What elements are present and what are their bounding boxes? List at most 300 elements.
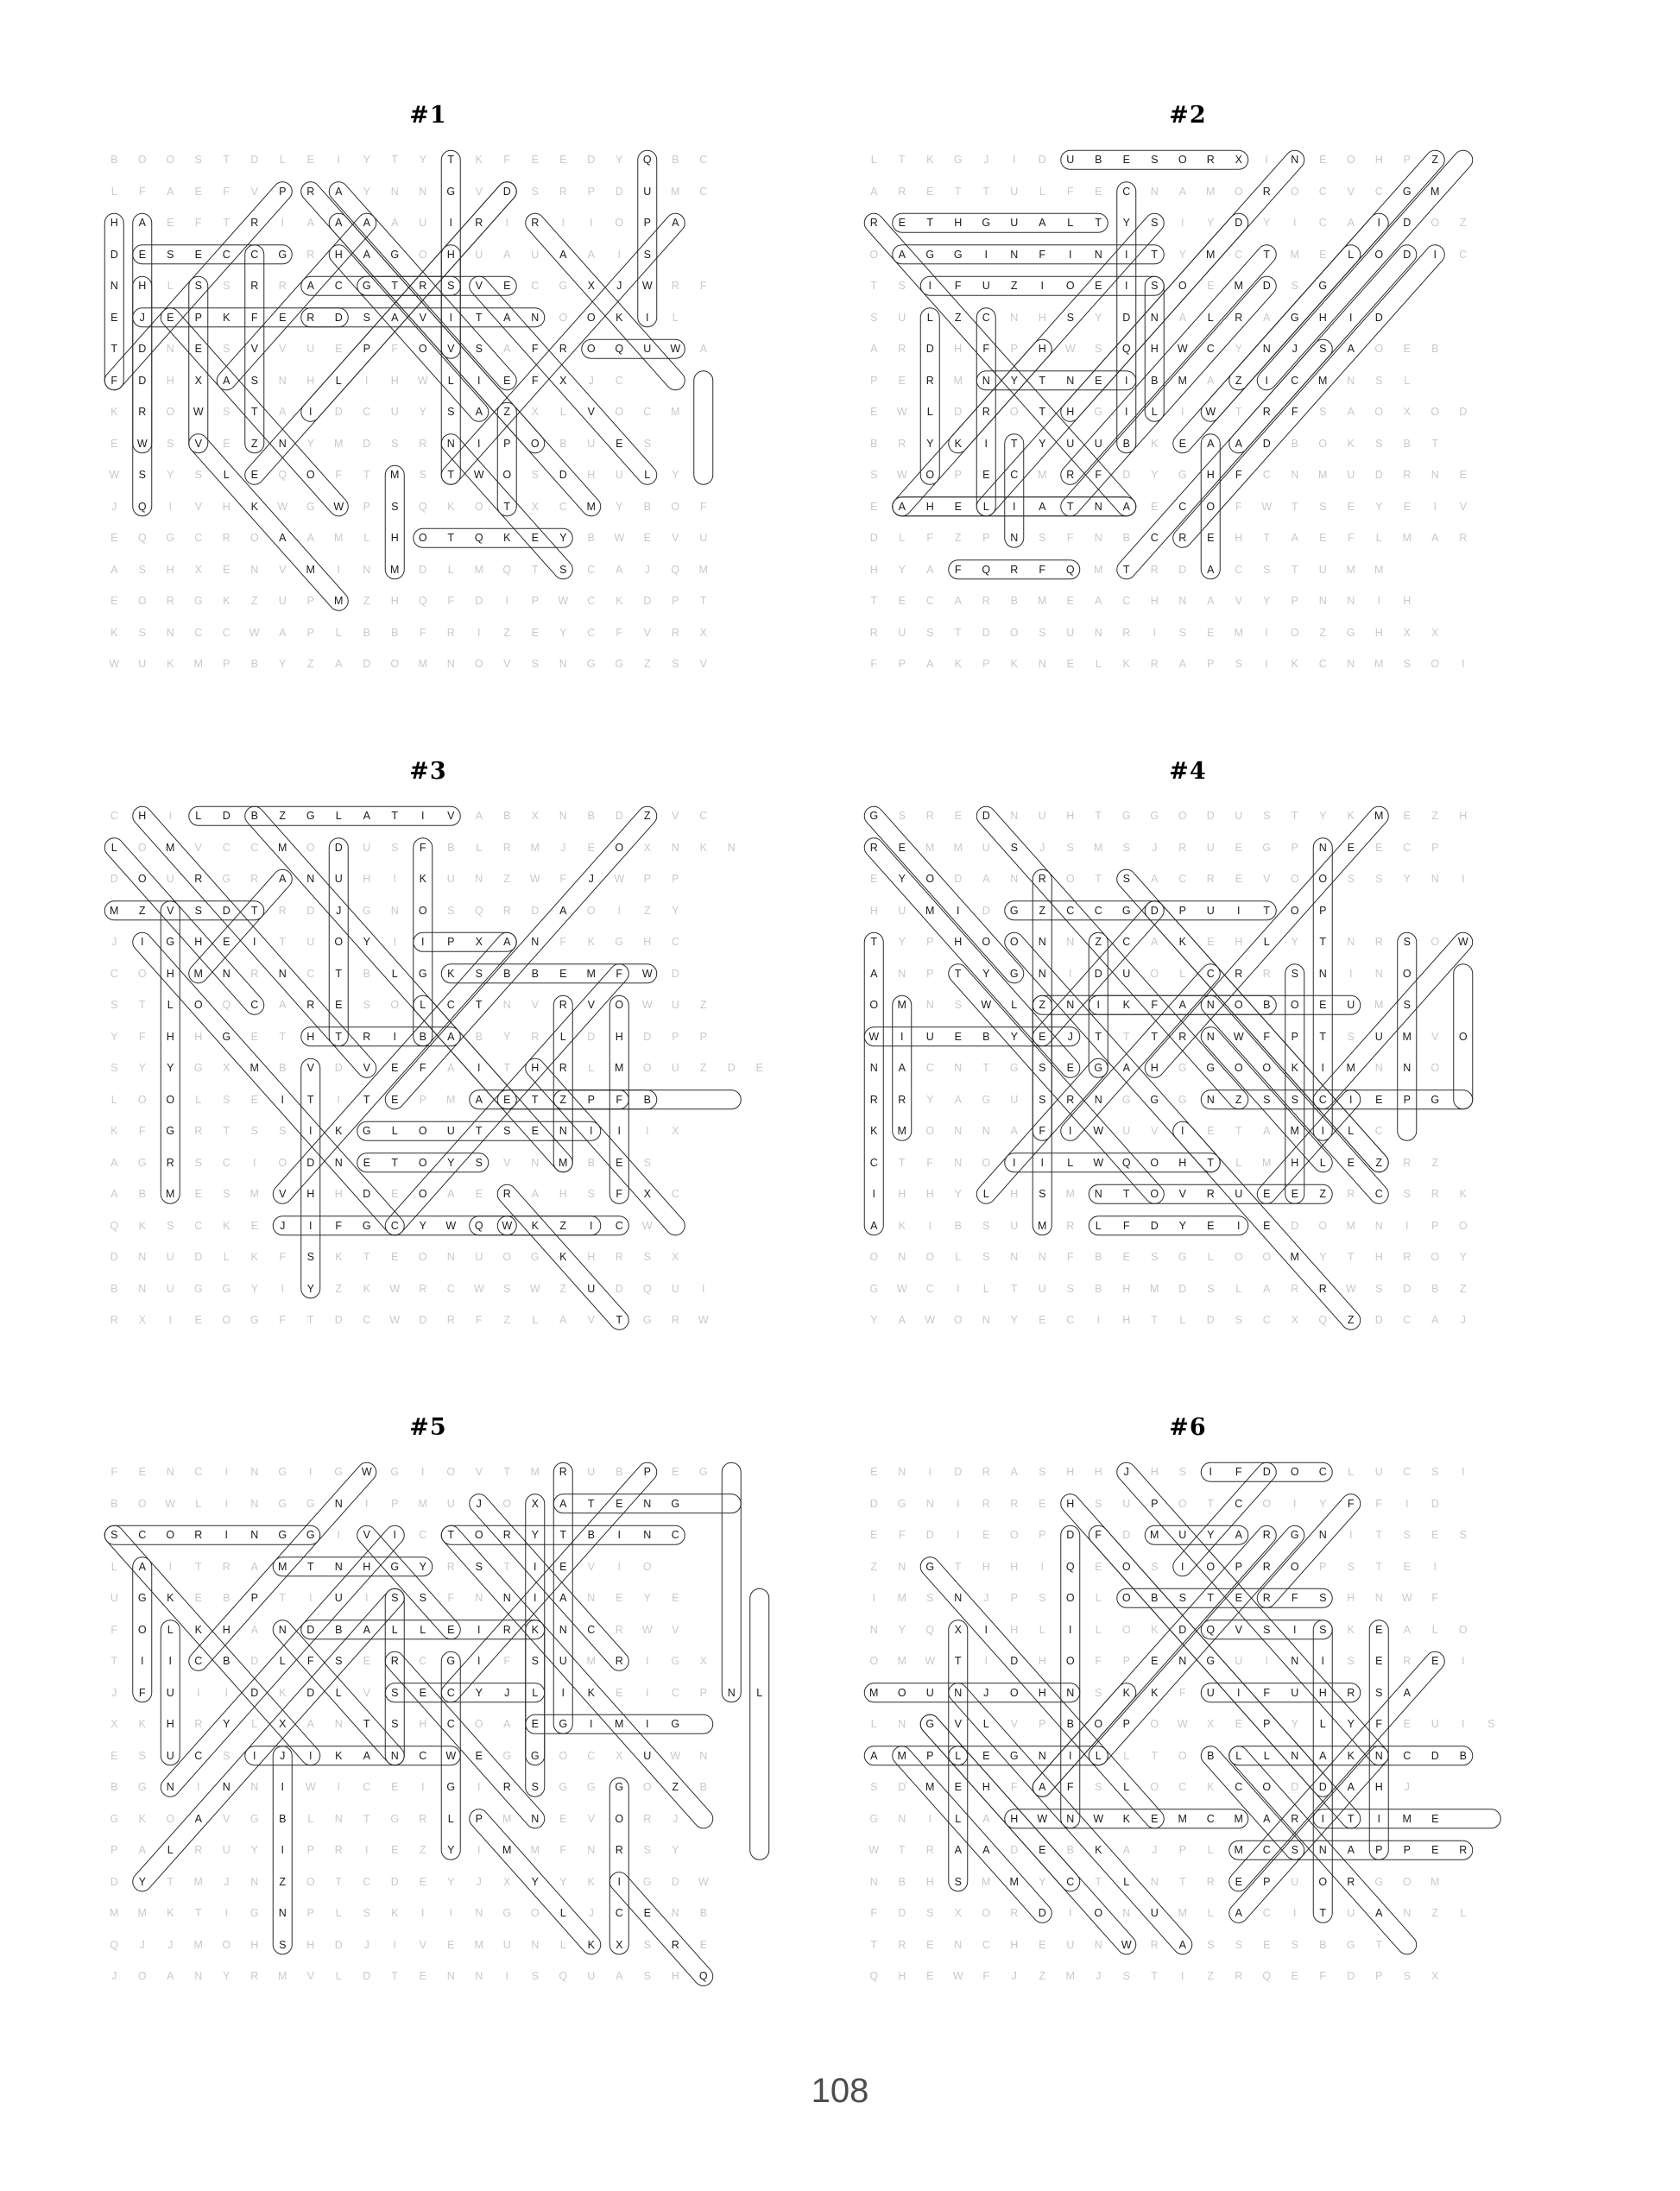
grid-letter: K [138, 1718, 146, 1730]
grid-letter: M [278, 1970, 287, 1982]
grid-letter: I [393, 1529, 396, 1541]
grid-letter: O [1009, 626, 1019, 639]
grid-letter: H [363, 1560, 371, 1573]
grid-letter: O [1009, 1529, 1019, 1541]
grid-letter: R [306, 311, 315, 324]
grid-letter: O [1318, 437, 1328, 450]
grid-letter: Q [110, 1219, 119, 1232]
grid-letter: I [1433, 248, 1437, 261]
grid-letter: E [1263, 1219, 1271, 1232]
grid-letter: R [869, 1093, 878, 1106]
grid-letter: N [390, 185, 399, 198]
grid-letter: K [447, 500, 455, 513]
grid-letter: L [1404, 374, 1411, 387]
grid-letter [746, 1551, 774, 1583]
grid-letter: W [1177, 1718, 1188, 1730]
grid-letter: M [418, 658, 427, 670]
grid-letter: S [194, 1156, 202, 1169]
grid-letter: K [616, 595, 623, 607]
grid-letter: S [1095, 1781, 1102, 1793]
grid-letter: R [869, 841, 878, 854]
grid-letter: M [306, 563, 315, 576]
grid-letter: S [363, 999, 370, 1011]
grid-letter [1421, 895, 1449, 927]
grid-letter: H [1235, 936, 1243, 948]
grid-letter: H [531, 1062, 540, 1074]
grid-letter: I [224, 1529, 228, 1541]
grid-letter: S [475, 967, 483, 980]
grid-letter: L [447, 374, 454, 387]
puzzle-grid-3 [100, 800, 791, 1353]
grid-letter: Z [250, 595, 258, 607]
grid-letter: S [391, 437, 399, 450]
grid-letter [746, 1241, 774, 1273]
grid-letter: R [982, 595, 990, 607]
grid-letter: Q [278, 469, 287, 481]
grid-letter: K [1122, 1686, 1130, 1699]
grid-letter: P [1010, 1592, 1018, 1604]
grid-letter: U [334, 1592, 343, 1604]
grid-letter [1449, 1115, 1478, 1147]
grid-letter: R [1459, 1844, 1468, 1856]
grid-letter: O [869, 248, 879, 261]
grid-letter: Z [1347, 1314, 1355, 1326]
grid-letter: S [138, 1749, 146, 1762]
grid-letter: A [503, 343, 511, 355]
grid-letter: R [898, 437, 906, 450]
grid-letter: T [1010, 437, 1018, 450]
grid-letter: M [671, 406, 680, 418]
grid-letter: E [1151, 1812, 1159, 1825]
grid-letter: S [643, 437, 651, 450]
grid-letter: R [671, 1938, 679, 1951]
grid-letter: D [1235, 217, 1243, 229]
grid-letter: I [1265, 154, 1268, 166]
grid-letter: O [1234, 1062, 1243, 1074]
grid-letter: J [1152, 1844, 1158, 1856]
grid-letter: S [363, 1907, 370, 1919]
grid-letter: H [1374, 154, 1383, 166]
grid-letter: R [250, 280, 259, 292]
grid-letter: G [306, 1497, 315, 1510]
grid-letter: G [925, 248, 935, 261]
grid-letter: P [1431, 1219, 1439, 1232]
grid-letter: K [223, 595, 231, 607]
grid-letter: Z [559, 1093, 567, 1106]
grid-letter: R [502, 1529, 511, 1541]
grid-letter: E [982, 469, 990, 481]
grid-letter [1449, 333, 1478, 365]
grid-letter: S [1095, 343, 1102, 355]
grid-letter: A [335, 658, 343, 670]
grid-letter: U [446, 873, 455, 885]
grid-letter [690, 1210, 718, 1242]
grid-letter: Y [363, 154, 370, 166]
grid-letter: V [306, 1062, 314, 1074]
grid-letter: U [110, 1592, 118, 1604]
grid-letter: W [925, 1314, 936, 1326]
puzzle-5 [83, 1414, 843, 2070]
grid-letter: O [1402, 967, 1412, 980]
grid-letter: N [727, 841, 736, 854]
letter-grid [100, 800, 774, 1336]
grid-letter: S [250, 374, 258, 387]
grid-letter [690, 1241, 718, 1273]
grid-letter [717, 926, 746, 958]
grid-letter [746, 1771, 774, 1803]
grid-letter: T [279, 1592, 287, 1604]
grid-letter: E [1375, 1093, 1383, 1106]
grid-letter: N [1038, 1251, 1046, 1263]
grid-letter: C [1318, 658, 1327, 670]
grid-letter: Y [643, 1592, 651, 1604]
grid-letter: M [193, 967, 203, 980]
grid-letter: M [530, 1466, 540, 1478]
grid-letter: C [194, 532, 203, 544]
grid-letter: E [1403, 1560, 1411, 1573]
grid-letter: D [869, 1497, 878, 1510]
grid-letter: N [1318, 1844, 1327, 1856]
grid-letter: F [531, 374, 539, 387]
grid-letter: X [672, 1125, 679, 1137]
grid-letter: P [1291, 841, 1298, 854]
grid-letter: N [898, 1251, 906, 1263]
grid-letter: Z [1431, 1907, 1439, 1919]
grid-letter: Q [474, 1219, 483, 1232]
grid-letter: Z [1039, 904, 1046, 917]
grid-letter: E [1178, 437, 1186, 450]
grid-letter: E [1151, 500, 1159, 513]
grid-letter: A [138, 217, 146, 229]
grid-letter: X [111, 1718, 118, 1730]
grid-letter: R [419, 280, 427, 292]
grid-letter: D [1038, 1907, 1046, 1919]
grid-letter: W [925, 1655, 936, 1667]
grid-letter: H [1318, 311, 1327, 324]
grid-letter: L [1095, 1749, 1102, 1762]
grid-letter: V [363, 1529, 370, 1541]
grid-letter: U [166, 1251, 174, 1263]
grid-letter: A [138, 1560, 146, 1573]
grid-letter [1449, 832, 1478, 864]
grid-letter: Z [954, 532, 962, 544]
grid-letter: E [419, 1686, 426, 1699]
grid-letter: G [698, 1466, 708, 1478]
grid-letter: W [529, 1282, 540, 1295]
grid-letter: D [1291, 1219, 1299, 1232]
grid-letter: Z [1235, 374, 1242, 387]
grid-letter: C [222, 841, 231, 854]
grid-letter: O [502, 469, 512, 481]
grid-letter: K [447, 967, 455, 980]
grid-letter: O [530, 437, 540, 450]
grid-letter [717, 1241, 746, 1273]
grid-letter: A [1207, 563, 1215, 576]
grid-letter: C [982, 1938, 990, 1951]
grid-letter: F [870, 658, 878, 670]
grid-letter: A [335, 185, 343, 198]
grid-letter: T [223, 154, 231, 166]
grid-letter: Y [363, 185, 370, 198]
grid-letter: J [111, 1970, 117, 1982]
puzzle-1 [83, 102, 843, 758]
grid-letter: S [1403, 658, 1411, 670]
grid-letter: S [475, 343, 483, 355]
grid-letter: D [727, 1062, 736, 1074]
grid-letter: C [194, 1219, 203, 1232]
grid-letter: H [559, 1188, 567, 1200]
grid-letter: Y [503, 1030, 511, 1043]
grid-letter: H [194, 936, 203, 948]
grid-letter: L [899, 532, 906, 544]
grid-letter: F [1095, 1529, 1102, 1541]
grid-letter [690, 396, 718, 428]
grid-letter: N [1010, 873, 1019, 885]
grid-letter [1449, 302, 1478, 334]
grid-letter: S [1375, 1282, 1383, 1295]
grid-letter: F [870, 1907, 878, 1919]
grid-letter: S [391, 1592, 399, 1604]
grid-letter: F [559, 936, 567, 948]
grid-letter: A [279, 999, 287, 1011]
grid-letter: U [166, 1749, 174, 1762]
grid-letter: V [1235, 595, 1242, 607]
grid-letter: Y [419, 154, 426, 166]
letter-grid [860, 1456, 1506, 1992]
grid-letter: R [334, 1844, 343, 1856]
grid-letter: R [671, 626, 679, 639]
grid-letter: B [699, 1907, 707, 1919]
grid-letter: N [222, 967, 231, 980]
grid-letter: T [306, 1314, 314, 1326]
grid-letter: U [1235, 1188, 1243, 1200]
grid-letter [1337, 270, 1366, 302]
grid-letter: O [1150, 967, 1159, 980]
grid-letter: Y [1010, 374, 1018, 387]
grid-letter: T [363, 1093, 370, 1106]
grid-letter: A [1431, 1314, 1439, 1326]
grid-letter: C [1206, 343, 1215, 355]
grid-letter: C [1318, 217, 1327, 229]
grid-letter: E [250, 1219, 258, 1232]
grid-letter: C [1206, 1812, 1215, 1825]
grid-letter: A [363, 810, 370, 822]
grid-letter: S [643, 248, 651, 261]
grid-letter: G [1206, 1062, 1216, 1074]
grid-letter: E [898, 595, 906, 607]
grid-letter: N [559, 1125, 567, 1137]
grid-letter: E [1319, 248, 1327, 261]
grid-letter: N [954, 1686, 963, 1699]
grid-letter: W [698, 1875, 709, 1888]
grid-letter: C [587, 1749, 596, 1762]
grid-letter: Z [503, 1314, 511, 1326]
grid-letter: E [1235, 1718, 1242, 1730]
grid-letter [1421, 1677, 1449, 1709]
grid-letter: S [1263, 810, 1271, 822]
grid-letter: L [1123, 1875, 1130, 1888]
grid-letter: N [1066, 1686, 1075, 1699]
grid-letter: I [1069, 1125, 1072, 1137]
grid-letter: D [250, 154, 259, 166]
grid-letter: O [1290, 904, 1299, 917]
grid-letter: I [281, 1781, 284, 1793]
grid-letter [717, 1740, 746, 1772]
letter-grid [860, 800, 1477, 1336]
grid-letter [1477, 1834, 1506, 1866]
grid-letter: P [306, 626, 314, 639]
grid-letter: A [503, 311, 511, 324]
grid-letter: K [363, 1282, 370, 1295]
grid-letter: Q [1318, 1314, 1328, 1326]
grid-letter: M [897, 1749, 906, 1762]
grid-letter: U [615, 469, 623, 481]
grid-letter: E [1403, 1718, 1411, 1730]
grid-letter: M [1431, 1875, 1440, 1888]
grid-letter: S [391, 1718, 399, 1730]
grid-letter: V [475, 280, 483, 292]
grid-letter: S [1291, 280, 1298, 292]
grid-letter: A [898, 1314, 906, 1326]
grid-letter: B [391, 626, 399, 639]
grid-letter: F [111, 1466, 118, 1478]
grid-letter: U [1206, 904, 1215, 917]
grid-letter: K [419, 873, 426, 885]
grid-letter: M [1038, 1219, 1047, 1232]
grid-letter: E [391, 1781, 399, 1793]
grid-letter: S [1319, 406, 1327, 418]
grid-letter: I [1433, 500, 1437, 513]
grid-letter: Y [559, 1875, 567, 1888]
grid-letter: V [279, 563, 287, 576]
grid-letter: A [1178, 658, 1186, 670]
grid-letter: C [138, 1529, 147, 1541]
grid-letter: I [224, 1686, 228, 1699]
grid-letter: S [643, 1938, 651, 1951]
grid-letter: T [1010, 1282, 1018, 1295]
grid-letter: O [1121, 1592, 1131, 1604]
grid-letter: I [928, 1812, 932, 1825]
grid-letter: E [1403, 810, 1411, 822]
grid-letter: U [643, 185, 652, 198]
grid-letter: I [1069, 1907, 1072, 1919]
grid-letter: O [1234, 185, 1243, 198]
grid-letter: I [1040, 280, 1044, 292]
grid-letter: R [446, 626, 455, 639]
grid-letter: E [559, 154, 567, 166]
grid-letter: O [1290, 185, 1299, 198]
grid-letter: R [1403, 1251, 1412, 1263]
grid-letter: W [1093, 1156, 1104, 1169]
grid-letter: C [363, 406, 371, 418]
grid-letter: S [447, 280, 455, 292]
grid-letter: I [197, 1686, 200, 1699]
grid-letter: T [1347, 1251, 1355, 1263]
grid-letter: S [1263, 563, 1271, 576]
grid-letter: G [1178, 1251, 1187, 1263]
grid-letter: O [446, 1466, 456, 1478]
grid-letter: S [391, 841, 399, 854]
grid-letter: N [390, 1749, 399, 1762]
grid-letter: M [1374, 658, 1384, 670]
grid-letter: D [334, 311, 343, 324]
grid-letter: M [193, 1938, 203, 1951]
grid-letter: E [1039, 1030, 1046, 1043]
grid-letter: S [1151, 1251, 1159, 1263]
grid-letter: P [672, 873, 679, 885]
grid-letter: E [111, 1749, 118, 1762]
grid-letter: N [898, 1466, 906, 1478]
grid-letter: P [672, 1030, 679, 1043]
grid-letter: C [110, 967, 118, 980]
grid-letter: W [445, 1219, 457, 1232]
grid-letter: D [306, 904, 315, 917]
grid-letter: E [167, 217, 174, 229]
grid-letter: R [615, 1251, 623, 1263]
grid-letter: F [419, 626, 426, 639]
grid-letter: B [672, 154, 679, 166]
grid-letter: N [1318, 595, 1327, 607]
grid-letter: M [1402, 532, 1412, 544]
grid-letter: H [1150, 595, 1159, 607]
grid-letter: A [587, 248, 595, 261]
grid-letter: E [1066, 1062, 1074, 1074]
grid-letter: R [1066, 1093, 1075, 1106]
grid-letter: D [1291, 1781, 1299, 1793]
grid-letter: A [870, 967, 878, 980]
grid-letter: P [926, 936, 934, 948]
puzzle-grid-4 [860, 800, 1551, 1353]
grid-letter: E [1066, 595, 1074, 607]
grid-letter: I [534, 1592, 537, 1604]
grid-letter: A [250, 1560, 258, 1573]
grid-letter [1449, 176, 1478, 208]
grid-letter: A [1403, 1623, 1411, 1636]
grid-letter: F [503, 1655, 511, 1667]
grid-letter: R [559, 343, 567, 355]
grid-letter: T [1122, 1030, 1130, 1043]
grid-letter: H [1038, 1655, 1046, 1667]
grid-letter [1449, 1866, 1478, 1898]
grid-letter: R [1010, 563, 1019, 576]
grid-letter: S [111, 1529, 118, 1541]
grid-letter: P [1178, 1844, 1186, 1856]
grid-letter: H [1122, 1314, 1131, 1326]
grid-letter: Z [643, 658, 651, 670]
grid-letter: F [1291, 1592, 1298, 1604]
grid-letter: N [1094, 1938, 1102, 1951]
grid-letter: M [1431, 185, 1440, 198]
grid-letter: A [279, 626, 287, 639]
grid-letter: X [643, 841, 651, 854]
grid-letter: Y [1039, 437, 1046, 450]
grid-letter: L [955, 1251, 962, 1263]
grid-letter: M [474, 563, 483, 576]
grid-letter: L [1123, 1749, 1130, 1762]
grid-letter: I [1125, 406, 1128, 418]
grid-letter: R [166, 595, 174, 607]
grid-letter: S [1010, 841, 1018, 854]
grid-letter: O [1065, 873, 1075, 885]
grid-letter: C [1150, 532, 1159, 544]
grid-letter: U [643, 343, 652, 355]
grid-letter: O [1374, 248, 1384, 261]
grid-letter: B [363, 626, 370, 639]
grid-letter: L [1039, 185, 1045, 198]
grid-letter [1365, 270, 1393, 302]
grid-letter [690, 1803, 718, 1835]
grid-letter: W [641, 280, 653, 292]
